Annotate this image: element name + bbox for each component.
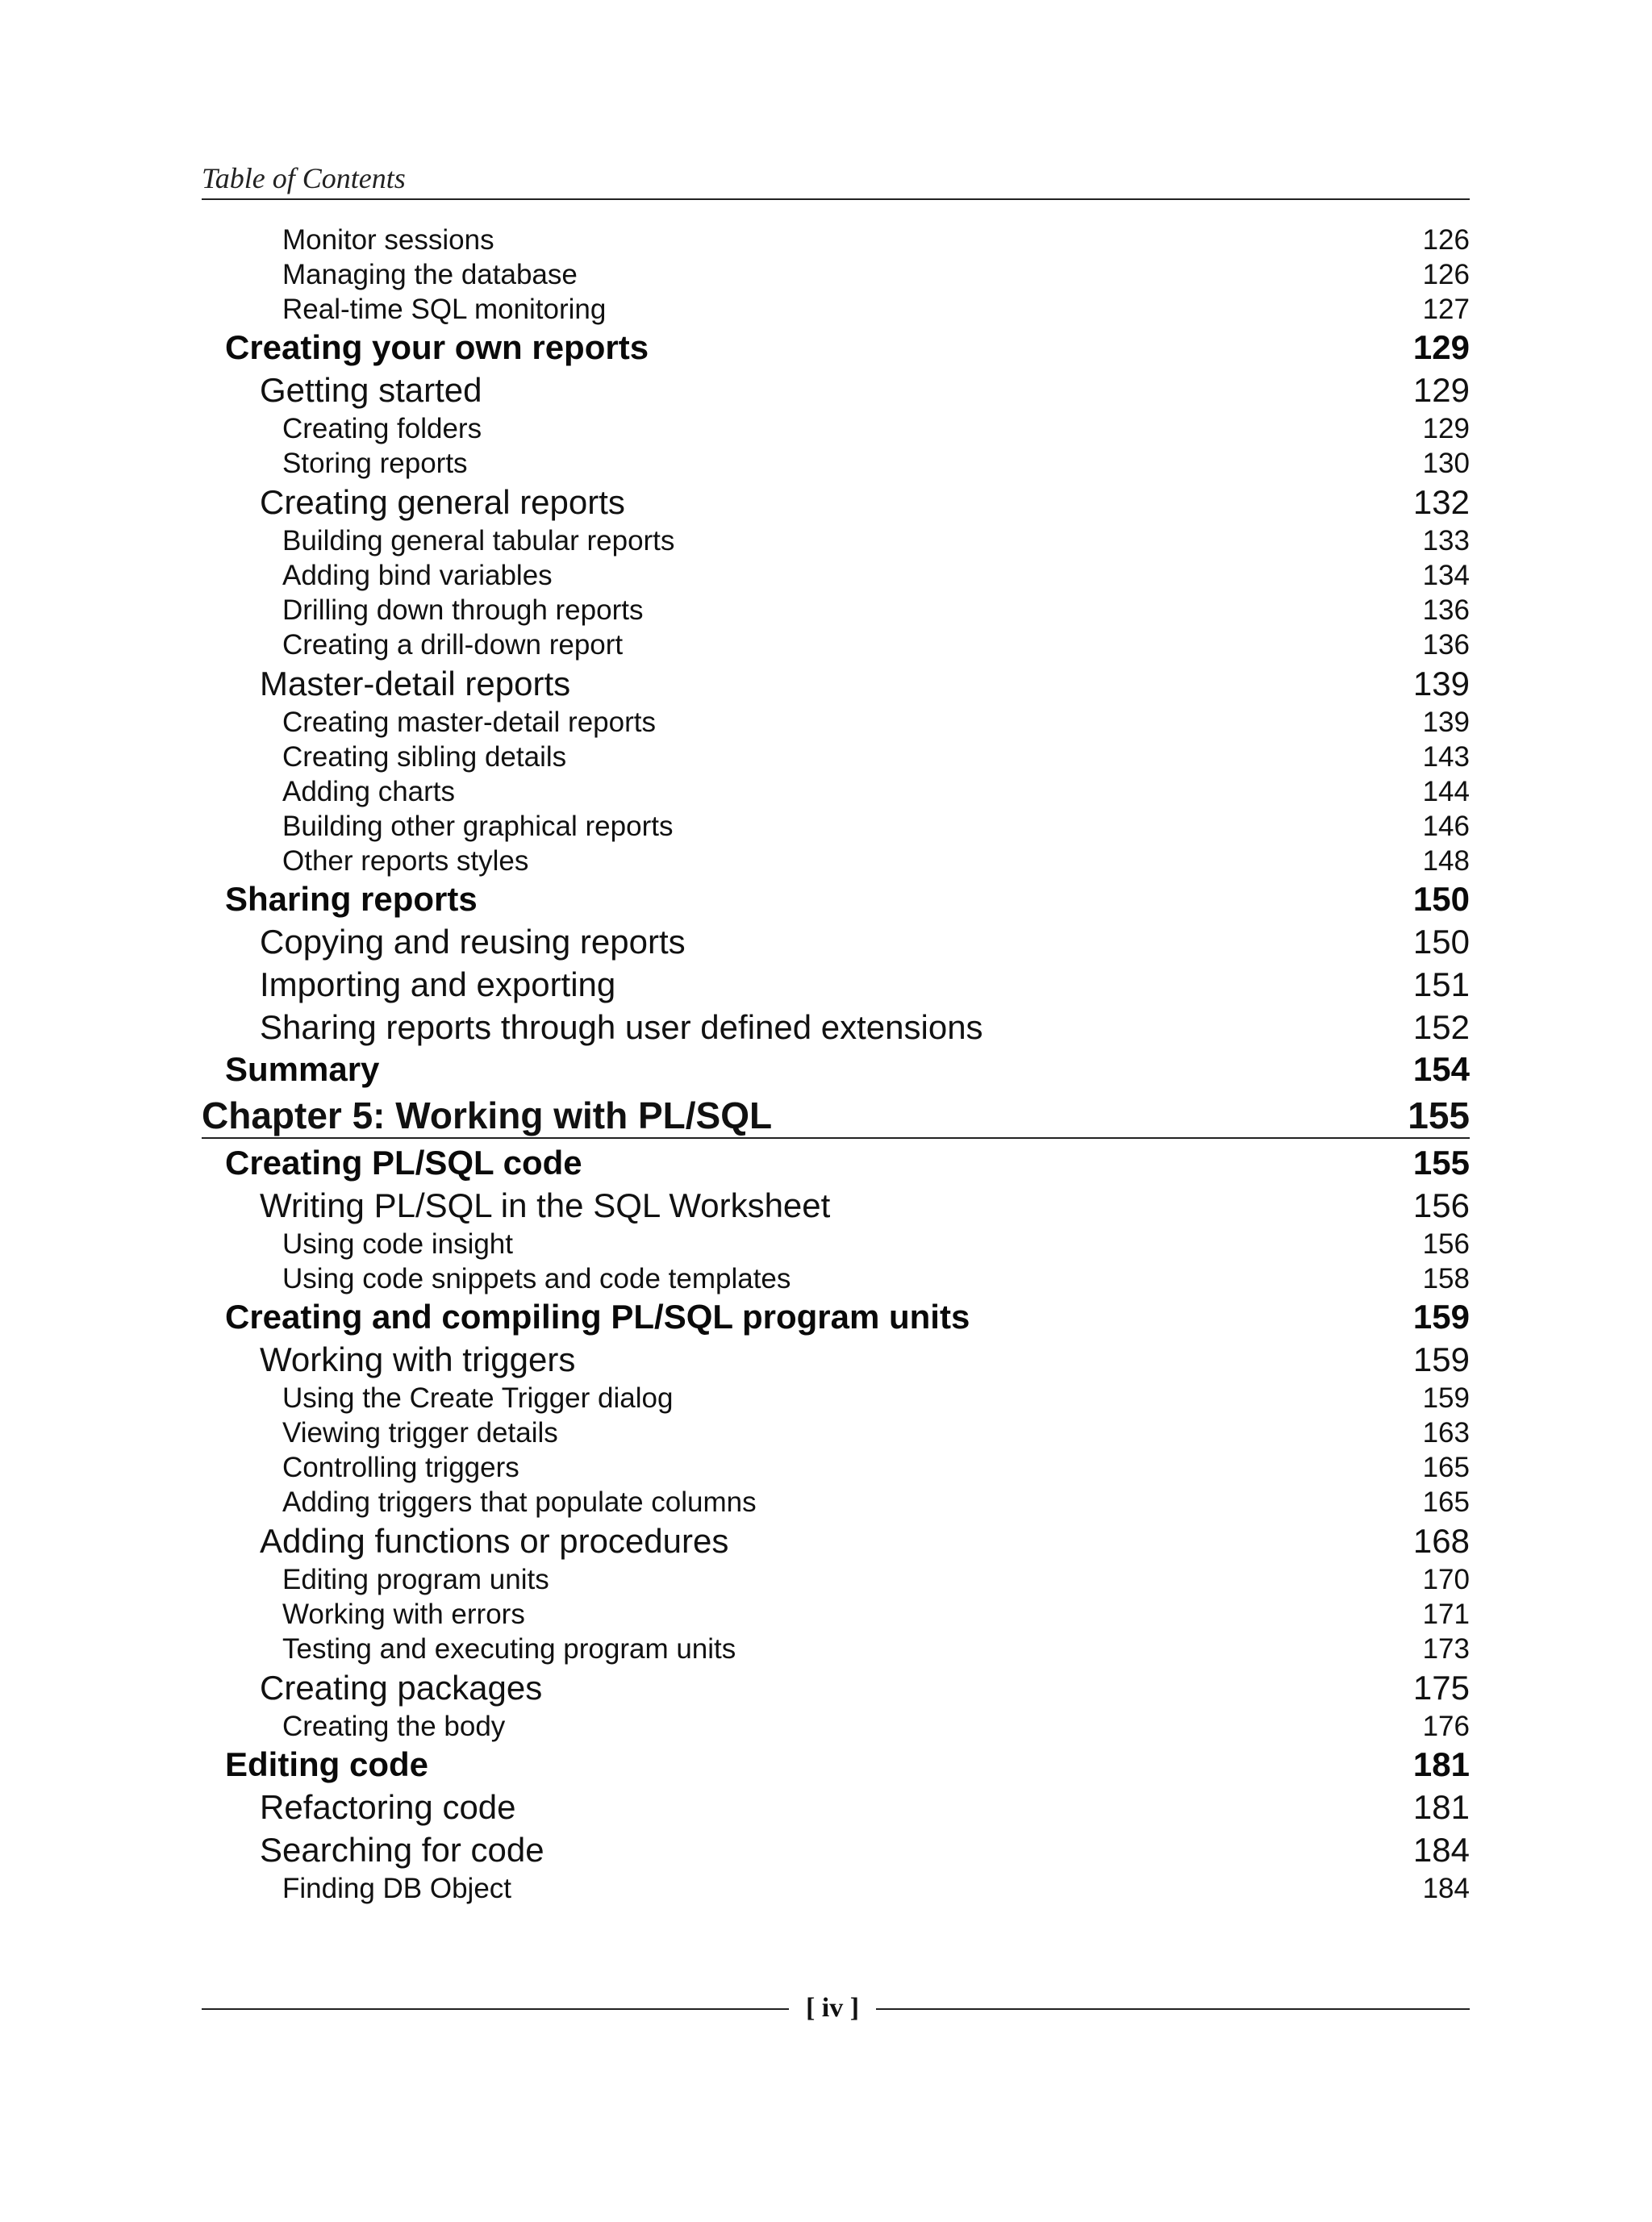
toc-entry-title: Creating master-detail reports [282, 707, 656, 738]
toc-entry-page-number: 126 [1422, 259, 1470, 290]
toc-entry-title: Using the Create Trigger dialog [282, 1382, 674, 1414]
toc-entry-page-number: 159 [1422, 1382, 1470, 1414]
toc-entry-title: Getting started [260, 371, 482, 409]
toc-subsubsection-entry[interactable] [202, 774, 1470, 809]
table-of-contents [202, 223, 1470, 1906]
toc-entry-page-number: 144 [1422, 776, 1470, 807]
toc-entry-page-number: 133 [1422, 525, 1470, 557]
toc-subsection-entry[interactable] [202, 1520, 1470, 1562]
toc-entry-title: Creating the body [282, 1711, 506, 1742]
toc-entry-page-number: 184 [1422, 1873, 1470, 1904]
toc-subsubsection-entry[interactable] [202, 844, 1470, 878]
toc-entry-title: Monitor sessions [282, 224, 494, 256]
toc-entry-title: Storing reports [282, 448, 468, 479]
toc-entry-page-number: 129 [1412, 371, 1470, 409]
toc-subsubsection-entry[interactable] [202, 1227, 1470, 1261]
toc-subsubsection-entry[interactable] [202, 1381, 1470, 1415]
toc-entry-title: Finding DB Object [282, 1873, 512, 1904]
toc-entry-title: Creating folders [282, 413, 482, 444]
toc-subsubsection-entry[interactable] [202, 1871, 1470, 1906]
toc-section-entry[interactable] [202, 878, 1470, 920]
toc-entry-title: Building other graphical reports [282, 811, 674, 842]
toc-entry-page-number: 126 [1422, 224, 1470, 256]
toc-entry-title: Importing and exporting [260, 965, 616, 1003]
toc-entry-page-number: 168 [1412, 1522, 1470, 1560]
toc-entry-title: Creating general reports [260, 483, 625, 521]
toc-subsubsection-entry[interactable] [202, 1415, 1470, 1450]
toc-entry-page-number: 159 [1412, 1298, 1470, 1336]
footer-rule-left [202, 2008, 789, 2010]
toc-entry-title: Adding charts [282, 776, 456, 807]
toc-entry-title: Editing program units [282, 1564, 549, 1595]
toc-entry-title: Other reports styles [282, 845, 529, 877]
toc-entry-page-number: 136 [1422, 594, 1470, 626]
toc-entry-title: Using code insight [282, 1228, 513, 1260]
toc-entry-title: Creating PL/SQL code [225, 1144, 582, 1182]
toc-entry-title: Refactoring code [260, 1788, 516, 1826]
toc-entry-page-number: 139 [1422, 707, 1470, 738]
toc-entry-title: Creating packages [260, 1669, 543, 1707]
toc-entry-page-number: 163 [1422, 1417, 1470, 1449]
toc-entry-title: Drilling down through reports [282, 594, 644, 626]
toc-entry-title: Master-detail reports [260, 665, 571, 702]
toc-entry-title: Adding functions or procedures [260, 1522, 729, 1560]
running-header [202, 158, 1470, 200]
toc-subsection-entry[interactable] [202, 1666, 1470, 1709]
toc-section-entry[interactable] [202, 1048, 1470, 1090]
toc-entry-page-number: 181 [1412, 1745, 1470, 1783]
toc-subsubsection-entry[interactable] [202, 292, 1470, 327]
toc-entry-page-number: 175 [1412, 1669, 1470, 1707]
toc-entry-title: Managing the database [282, 259, 578, 290]
toc-entry-title: Working with errors [282, 1599, 525, 1630]
toc-entry-title: Building general tabular reports [282, 525, 675, 557]
toc-entry-title: Sharing reports through user defined extensions [260, 1008, 983, 1046]
toc-subsection-entry[interactable] [202, 369, 1470, 411]
toc-entry-page-number: 148 [1422, 845, 1470, 877]
toc-subsection-entry[interactable] [202, 1184, 1470, 1227]
toc-section-entry[interactable] [202, 1296, 1470, 1338]
toc-subsubsection-entry[interactable] [202, 1597, 1470, 1632]
toc-subsubsection-entry[interactable] [202, 1450, 1470, 1485]
toc-entry-page-number: 139 [1412, 665, 1470, 702]
toc-entry-page-number: 159 [1412, 1340, 1470, 1378]
toc-section-entry[interactable] [202, 1142, 1470, 1184]
toc-section-entry[interactable] [202, 327, 1470, 369]
toc-subsection-entry[interactable] [202, 481, 1470, 523]
toc-subsection-entry[interactable] [202, 1828, 1470, 1871]
toc-entry-page-number: 155 [1408, 1094, 1470, 1136]
toc-subsection-entry[interactable] [202, 662, 1470, 705]
toc-entry-page-number: 173 [1422, 1633, 1470, 1665]
footer-rule-right [876, 2008, 1470, 2010]
toc-entry-page-number: 130 [1422, 448, 1470, 479]
toc-entry-page-number: 134 [1422, 560, 1470, 591]
toc-entry-title: Copying and reusing reports [260, 923, 686, 961]
toc-entry-title: Writing PL/SQL in the SQL Worksheet [260, 1186, 831, 1224]
toc-entry-title: Controlling triggers [282, 1452, 519, 1483]
toc-subsubsection-entry[interactable] [202, 523, 1470, 558]
page-number: [ iv ] [805, 1993, 860, 2023]
toc-entry-title: Testing and executing program units [282, 1633, 736, 1665]
toc-entry-title: Creating a drill-down report [282, 629, 624, 661]
toc-entry-page-number: 176 [1422, 1711, 1470, 1742]
toc-entry-page-number: 127 [1422, 294, 1470, 325]
toc-subsubsection-entry[interactable] [202, 1485, 1470, 1520]
toc-entry-page-number: 143 [1422, 741, 1470, 773]
toc-entry-title: Using code snippets and code templates [282, 1263, 791, 1294]
toc-entry-title: Real-time SQL monitoring [282, 294, 607, 325]
toc-entry-page-number: 151 [1412, 965, 1470, 1003]
toc-entry-page-number: 171 [1422, 1599, 1470, 1630]
toc-subsection-entry[interactable] [202, 963, 1470, 1006]
toc-entry-page-number: 150 [1412, 880, 1470, 918]
toc-entry-page-number: 165 [1422, 1452, 1470, 1483]
toc-entry-title: Searching for code [260, 1831, 544, 1869]
toc-chapter-entry[interactable] [202, 1094, 1470, 1139]
toc-subsubsection-entry[interactable] [202, 627, 1470, 662]
toc-entry-title: Viewing trigger details [282, 1417, 558, 1449]
toc-subsubsection-entry[interactable] [202, 411, 1470, 446]
toc-entry-title: Sharing reports [225, 880, 478, 918]
toc-subsubsection-entry[interactable] [202, 809, 1470, 844]
toc-entry-page-number: 146 [1422, 811, 1470, 842]
toc-subsection-entry[interactable] [202, 1786, 1470, 1828]
toc-subsubsection-entry[interactable] [202, 1632, 1470, 1666]
toc-entry-title: Adding bind variables [282, 560, 553, 591]
toc-entry-page-number: 184 [1412, 1831, 1470, 1869]
toc-entry-title: Editing code [225, 1745, 428, 1783]
toc-entry-title: Creating your own reports [225, 328, 649, 366]
toc-subsubsection-entry[interactable] [202, 558, 1470, 593]
toc-subsubsection-entry[interactable] [202, 446, 1470, 481]
toc-entry-title: Working with triggers [260, 1340, 576, 1378]
toc-entry-page-number: 136 [1422, 629, 1470, 661]
toc-subsubsection-entry[interactable] [202, 705, 1470, 740]
toc-entry-page-number: 129 [1412, 328, 1470, 366]
running-header-title: Table of Contents [202, 162, 406, 194]
toc-subsection-entry[interactable] [202, 1006, 1470, 1048]
toc-section-entry[interactable] [202, 1744, 1470, 1786]
toc-subsubsection-entry[interactable] [202, 257, 1470, 292]
toc-subsubsection-entry[interactable] [202, 1709, 1470, 1744]
toc-entry-title: Summary [225, 1050, 380, 1088]
toc-entry-page-number: 170 [1422, 1564, 1470, 1595]
toc-entry-page-number: 165 [1422, 1486, 1470, 1518]
toc-subsubsection-entry[interactable] [202, 593, 1470, 627]
toc-entry-page-number: 181 [1412, 1788, 1470, 1826]
toc-subsection-entry[interactable] [202, 1338, 1470, 1381]
toc-entry-page-number: 155 [1412, 1144, 1470, 1182]
toc-subsubsection-entry[interactable] [202, 1562, 1470, 1597]
toc-entry-page-number: 156 [1412, 1186, 1470, 1224]
toc-entry-page-number: 154 [1412, 1050, 1470, 1088]
toc-entry-page-number: 152 [1412, 1008, 1470, 1046]
toc-subsubsection-entry[interactable] [202, 1261, 1470, 1296]
toc-entry-title: Chapter 5: Working with PL/SQL [202, 1094, 773, 1136]
document-page [202, 0, 1470, 2222]
toc-subsection-entry[interactable] [202, 920, 1470, 963]
toc-subsubsection-entry[interactable] [202, 740, 1470, 774]
toc-entry-title: Creating sibling details [282, 741, 567, 773]
toc-entry-page-number: 129 [1422, 413, 1470, 444]
toc-entry-page-number: 156 [1422, 1228, 1470, 1260]
page-footer [202, 1992, 1470, 2024]
toc-entry-title: Creating and compiling PL/SQL program units [225, 1298, 970, 1336]
toc-subsubsection-entry[interactable] [202, 223, 1470, 257]
toc-entry-page-number: 150 [1412, 923, 1470, 961]
toc-entry-page-number: 158 [1422, 1263, 1470, 1294]
toc-entry-title: Adding triggers that populate columns [282, 1486, 757, 1518]
toc-entry-page-number: 132 [1412, 483, 1470, 521]
